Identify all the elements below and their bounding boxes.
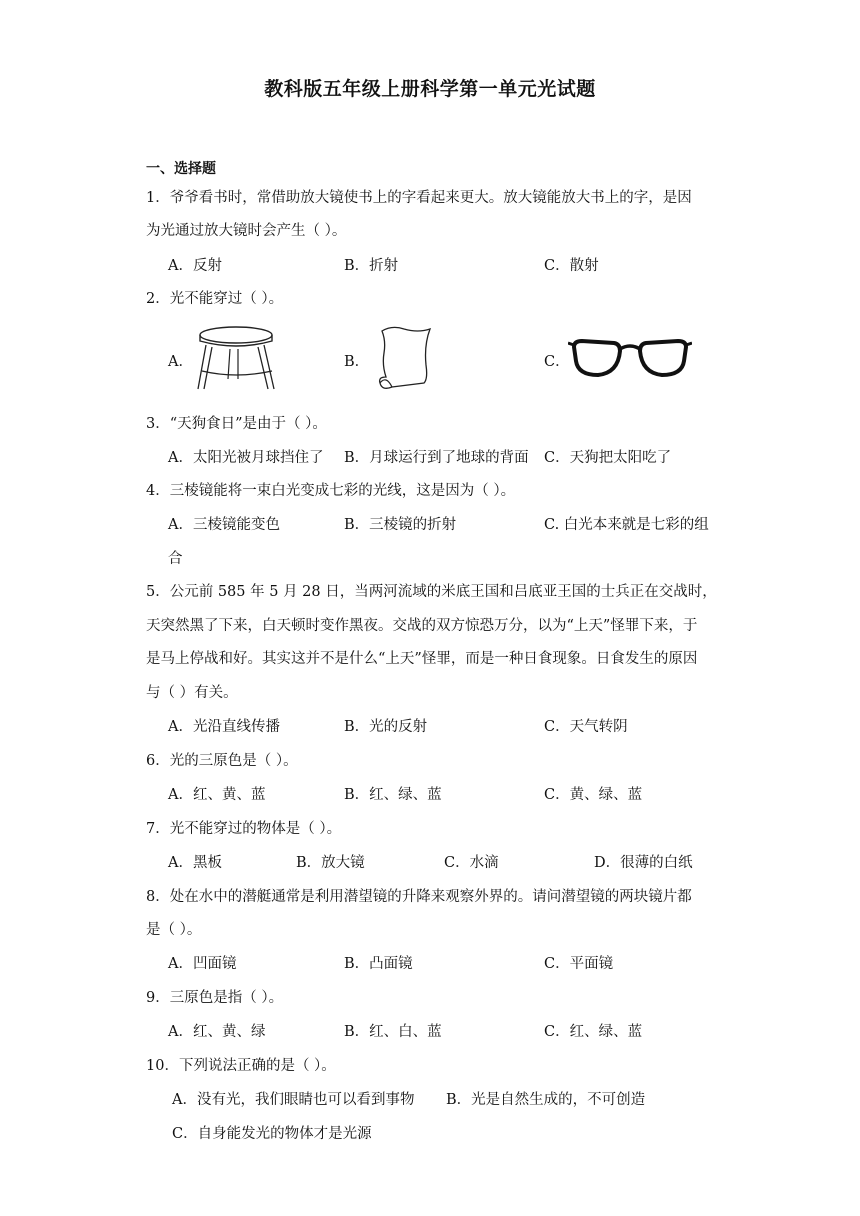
question-8-text: 8．处在水中的潜艇通常是利用潜望镜的升降来观察外界的。请问潜望镜的两块镜片都 <box>146 889 692 905</box>
question-10-text: 10．下列说法正确的是（ ）。 <box>146 1058 336 1074</box>
q3-option-b[interactable]: B．月球运行到了地球的背面 <box>344 450 529 466</box>
q1-option-b[interactable]: B．折射 <box>344 258 399 274</box>
q10-option-a[interactable]: A．没有光，我们眼睛也可以看到事物 <box>172 1092 415 1108</box>
q5-option-a[interactable]: A．光沿直线传播 <box>168 719 280 735</box>
q3-option-c[interactable]: C．天狗把太阳吃了 <box>544 450 672 466</box>
q9-option-b[interactable]: B．红、白、蓝 <box>344 1024 442 1040</box>
q8-option-b[interactable]: B．凸面镜 <box>344 956 413 972</box>
q8-option-a[interactable]: A．凹面镜 <box>168 956 237 972</box>
question-1-text-cont: 为光通过放大镜时会产生（ ）。 <box>146 223 347 239</box>
question-4-text: 4．三棱镜能将一束白光变成七彩的光线，这是因为（ ）。 <box>146 483 516 499</box>
q1-option-a[interactable]: A．反射 <box>168 258 222 274</box>
page-title: 教科版五年级上册科学第一单元光试题 <box>264 78 596 100</box>
q4-option-a[interactable]: A．三棱镜能变色 <box>168 517 280 533</box>
q8-option-c[interactable]: C．平面镜 <box>544 956 614 972</box>
q7-option-d[interactable]: D．很薄的白纸 <box>594 855 693 871</box>
question-5-text: 5．公元前 585 年 5 月 28 日，当两河流域的米底王国和吕底亚王国的士兵正在交战时， <box>146 584 717 600</box>
q6-option-b[interactable]: B．红、绿、蓝 <box>344 787 442 803</box>
q2-option-c[interactable]: C． <box>544 354 570 370</box>
question-5-text-2: 天突然黑了下来，白天顿时变作黑夜。交战的双方惊恐万分，以为“上天”怪罪下来，于 <box>146 618 698 634</box>
question-5-text-3: 是马上停战和好。其实这并不是什么“上天”怪罪，而是一种日食现象。日食发生的原因 <box>146 651 698 667</box>
stool-icon <box>194 323 280 397</box>
q10-option-b[interactable]: B．光是自然生成的，不可创造 <box>446 1092 646 1108</box>
question-7-text: 7．光不能穿过的物体是（ ）。 <box>146 821 342 837</box>
question-9-text: 9．三原色是指（ ）。 <box>146 990 284 1006</box>
q6-option-a[interactable]: A．红、黄、蓝 <box>168 787 266 803</box>
q2-option-b[interactable]: B． <box>344 354 370 370</box>
question-5-text-4: 与（ ）有关。 <box>146 685 238 701</box>
q7-option-b[interactable]: B．放大镜 <box>296 855 365 871</box>
q3-option-a[interactable]: A．太阳光被月球挡住了 <box>168 450 324 466</box>
glasses-icon <box>568 333 692 387</box>
q9-option-a[interactable]: A．红、黄、绿 <box>168 1024 266 1040</box>
q4-option-c-cont: 合 <box>168 551 183 567</box>
q2-option-a[interactable]: A． <box>168 354 193 370</box>
q10-option-c[interactable]: C．自身能发光的物体才是光源 <box>172 1126 372 1142</box>
paper-sheet-icon <box>372 325 438 399</box>
q1-option-c[interactable]: C．散射 <box>544 258 599 274</box>
question-8-text-2: 是（ ）。 <box>146 922 202 938</box>
q4-option-c[interactable]: C. 白光本来就是七彩的组 <box>544 517 709 533</box>
q7-option-a[interactable]: A．黑板 <box>168 855 222 871</box>
q4-option-b[interactable]: B．三棱镜的折射 <box>344 517 457 533</box>
question-3-text: 3．“天狗食日”是由于（ ）。 <box>146 416 327 432</box>
question-2-text: 2．光不能穿过（ ）。 <box>146 291 284 307</box>
question-1-text: 1．爷爷看书时，常借助放大镜使书上的字看起来更大。放大镜能放大书上的字，是因 <box>146 190 692 206</box>
q6-option-c[interactable]: C．黄、绿、蓝 <box>544 787 643 803</box>
q5-option-c[interactable]: C．天气转阴 <box>544 719 628 735</box>
section-heading: 一、选择题 <box>146 161 216 177</box>
q7-option-c[interactable]: C．水滴 <box>444 855 499 871</box>
q5-option-b[interactable]: B．光的反射 <box>344 719 428 735</box>
question-6-text: 6．光的三原色是（ ）。 <box>146 753 298 769</box>
q9-option-c[interactable]: C．红、绿、蓝 <box>544 1024 643 1040</box>
